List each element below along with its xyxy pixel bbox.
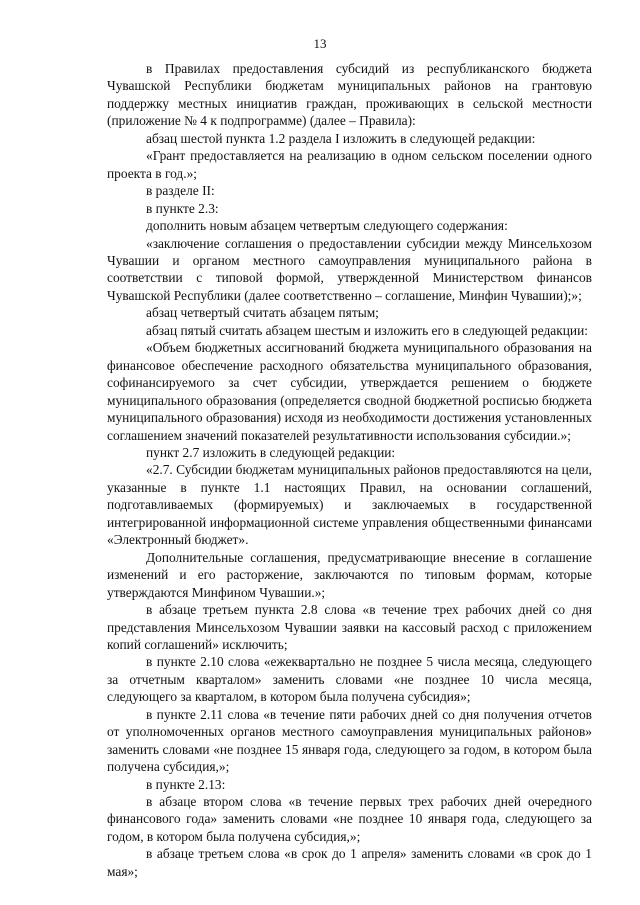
paragraph-11: пункт 2.7 изложить в следующей редакции: <box>146 444 396 460</box>
paragraph-18: в абзаце втором слова «в течение первых трех рабочих дней очередного финансового года» заменить словами «не позднее 10 января года, следующего за годом, в котором была получена субсидия,»; <box>107 794 592 844</box>
paragraph-7: «заключение соглашения о предоставлении субсидии между Минсельхозом Чувашии и органом местного самоуправления муниципального района в соответствии с типовой формой, утвержденной Министерством финансов Чувашской Республики (далее соответственно – соглашение, Минфин Чувашии);»; <box>107 235 592 303</box>
paragraph-9: абзац пятый считать абзацем шестым и изложить его в следующей редакции: <box>146 322 588 338</box>
paragraph-14: в абзаце третьем пункта 2.8 слова «в течение трех рабочих дней со дня представления Минсельхозом Чувашии заявки на кассовый расход с приложением копий соглашений» исключить; <box>107 602 592 652</box>
paragraph-8: абзац четвертый считать абзацем пятым; <box>146 305 379 321</box>
paragraph-15: в пункте 2.10 слова «ежеквартально не позднее 5 числа месяца, следующего за отчетным кварталом» заменить словами «не позднее 10 числа месяца, следующего за кварталом, в котором была получена субсидия»; <box>107 654 592 705</box>
paragraph-16: в пункте 2.11 слова «в течение пяти рабочих дней со дня получения отчетов от уполномоченных органов местного самоуправления муниципальных районов» заменить словами «не позднее 15 января года, следующего за годом, в котором была получена субсидия,»; <box>107 706 592 775</box>
paragraph-10: «Объем бюджетных ассигнований бюджета муниципального образования на финансовое обеспечение расходного обязательства муниципального образования, софинансируемого за счет субсидии, утверждается решением о бюджете муниципального образования (определяется сводной бюджетной росписью бюджета муниципального образования) исходя из необходимости достижения установленных соглашением значений показателей результативности использования субсидии.»; <box>107 340 592 443</box>
paragraph-4: в разделе II: <box>146 183 215 199</box>
paragraph-19: в абзаце третьем слова «в срок до 1 апреля» заменить словами «в срок до 1 мая»; <box>107 846 592 879</box>
document-body <box>107 60 592 880</box>
page-number: 13 <box>313 36 327 51</box>
paragraph-17: в пункте 2.13: <box>146 776 226 792</box>
paragraph-5: в пункте 2.3: <box>146 200 219 216</box>
paragraph-2: абзац шестой пункта 1.2 раздела I изложить в следующей редакции: <box>146 130 536 146</box>
paragraph-1: в Правилах предоставления субсидий из республиканского бюджета Чувашской Республики бюджетам муниципальных районов на грантовую поддержку местных инициатив граждан, проживающих в сельской местности (приложение № 4 к подпрограмме) (далее – Правила): <box>107 61 592 129</box>
paragraph-12: «2.7. Субсидии бюджетам муниципальных районов предоставляются на цели, указанные в пункте 1.1 настоящих Правил, на основании соглашений, подготавливаемых (формируемых) и заключаемых в государственной интегрированной информационной системе управления общественными финансами «Электронный бюджет». <box>107 462 592 548</box>
paragraph-3: «Грант предоставляется на реализацию в одном сельском поселении одного проекта в год.»; <box>107 148 592 181</box>
paragraph-13: Дополнительные соглашения, предусматривающие внесение в соглашение изменений и его расторжение, заключаются по типовым формам, которые утверждаются Минфином Чувашии.»; <box>107 549 592 600</box>
paragraph-6: дополнить новым абзацем четвертым следующего содержания: <box>146 218 508 234</box>
